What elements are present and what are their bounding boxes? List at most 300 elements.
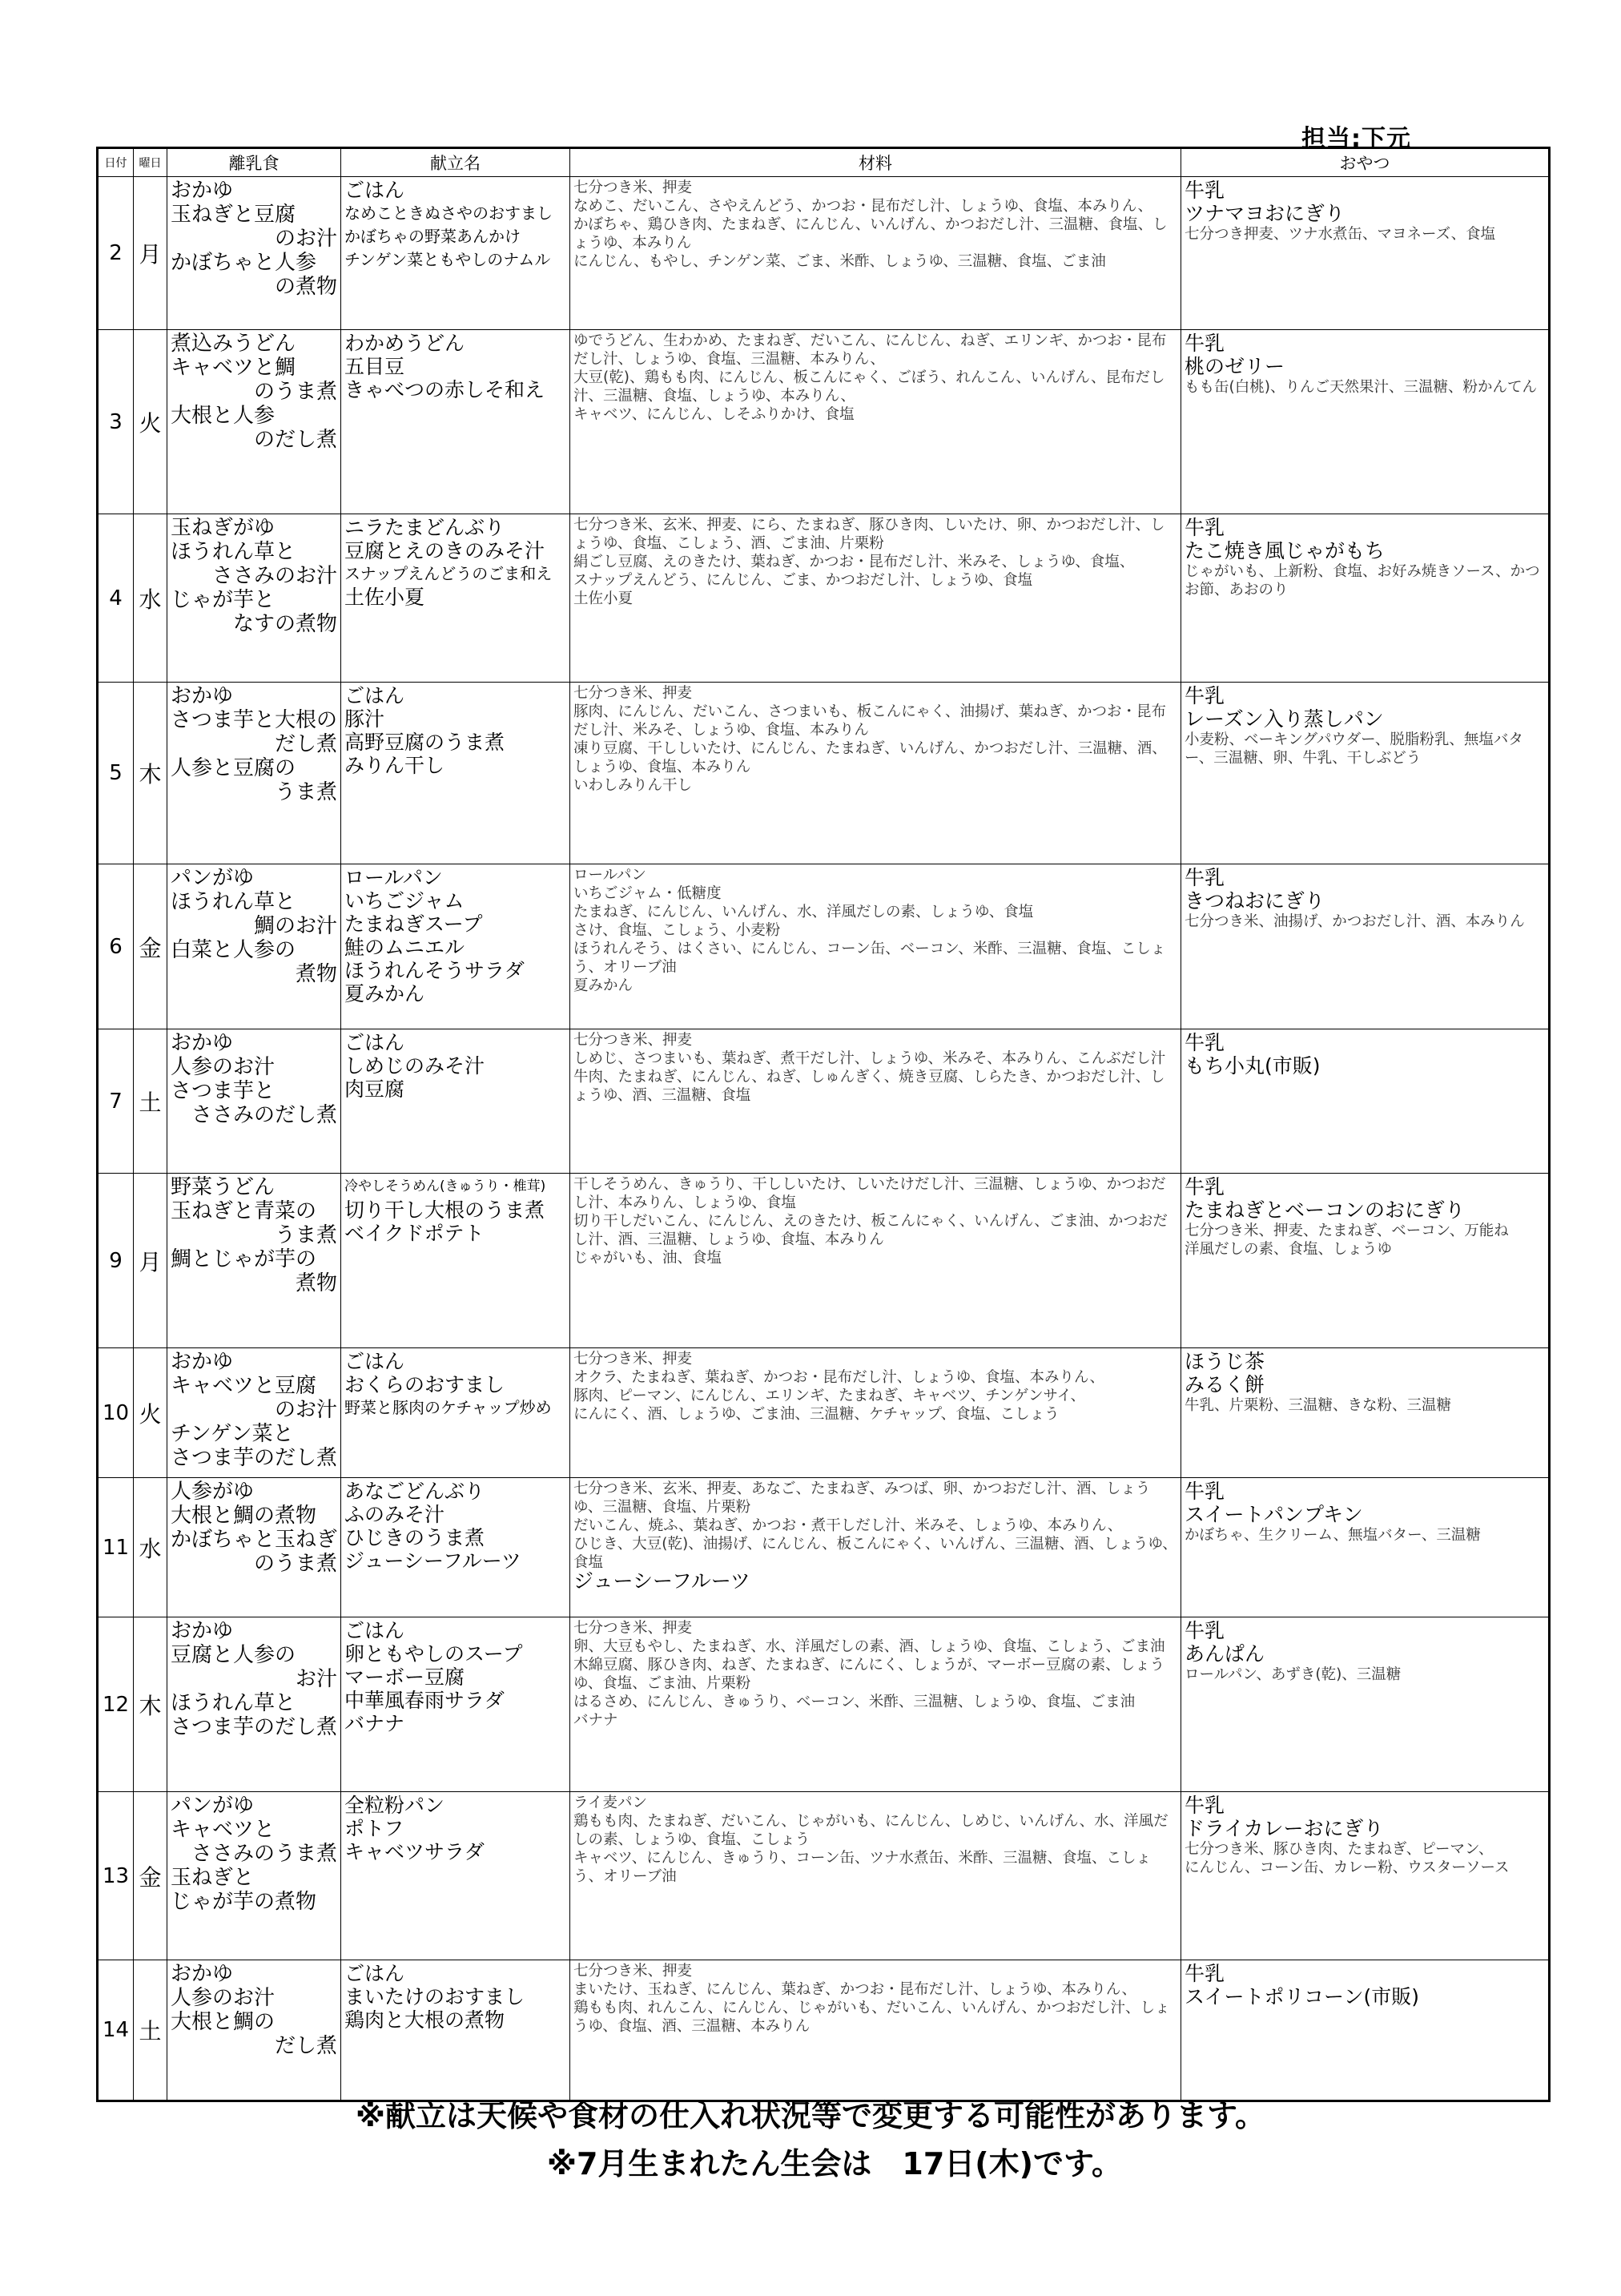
dish-name: 高野豆腐のうま煮	[344, 731, 505, 754]
dish-name: あなごどんぶり	[344, 1480, 485, 1503]
snack-list	[1181, 1174, 1548, 1260]
snack-name: みるく餅	[1185, 1373, 1265, 1396]
snack-list	[1181, 1348, 1548, 1416]
ingredient-line: スナップえんどう、にんじん、ごま、かつおだし汁、しょうゆ、食塩	[573, 572, 1033, 589]
baby-food-line: パンがゆ	[171, 866, 255, 890]
day-cell: 9	[98, 1174, 134, 1348]
ingredients-list	[570, 683, 1181, 796]
dish-cell	[341, 1478, 570, 1617]
ingredients-cell	[570, 1617, 1181, 1792]
baby-food-list	[167, 864, 340, 988]
dish-name: 肉豆腐	[344, 1078, 405, 1101]
baby-food-line: おかゆ	[171, 1031, 234, 1055]
baby-food-line: ほうれん草と	[171, 540, 296, 564]
dish-name: ポトフ	[344, 1817, 404, 1840]
ingredients-cell	[570, 330, 1181, 514]
snack-cell	[1181, 1617, 1550, 1792]
snack-material-line: ロールパン、あずき(乾)、三温糖	[1185, 1666, 1402, 1683]
day-cell: 3	[98, 330, 134, 514]
baby-food-line: うま煮	[275, 1223, 338, 1247]
ingredient-line: にんにく、酒、しょうゆ、ごま油、三温糖、ケチャップ、食塩、こしょう	[573, 1406, 1060, 1423]
ingredient-line: 鶏もも肉、れんこん、にんじん、じゃがいも、だいこん、いんげん、かつおだし汁、しょうゆ、食塩、酒、三温糖、本みりん	[573, 2000, 1170, 2035]
ingredients-list	[570, 1029, 1181, 1106]
snack-name: ツナマヨおにぎり	[1185, 202, 1345, 225]
ingredient-line: 大豆(乾)、鶏もも肉、にんじん、板こんにゃく、ごぼう、れんこん、いんげん、昆布だし汁、三温糖、食塩、しょうゆ、本みりん、	[573, 369, 1165, 405]
dish-name: わかめうどん	[344, 332, 465, 355]
ingredient-line: ライ麦パン	[573, 1795, 647, 1811]
dish-list	[341, 514, 569, 610]
ingredient-line: ゆでうどん、生わかめ、たまねぎ、だいこん、にんじん、ねぎ、エリンギ、かつお・昆布だし汁、しょうゆ、食塩、三温糖、本みりん、	[573, 332, 1167, 368]
dish-cell	[341, 1348, 570, 1478]
snack-cell	[1181, 1029, 1550, 1174]
baby-food-line: キャベツと	[171, 1818, 276, 1842]
ingredient-line: 牛肉、たまねぎ、にんじん、ねぎ、しゅんぎく、焼き豆腐、しらたき、かつおだし汁、しょうゆ、酒、三温糖、食塩	[573, 1069, 1165, 1104]
menu-row	[98, 1478, 1550, 1617]
dish-name: 全粒粉パン	[344, 1794, 445, 1817]
ingredient-line: 七分つき米、押麦	[573, 1351, 693, 1368]
header-snack: おやつ	[1181, 148, 1550, 177]
dish-name: 冷やしそうめん(きゅうり・椎茸)	[344, 1178, 546, 1194]
menu-row	[98, 1029, 1550, 1174]
header-day: 日付	[98, 148, 134, 177]
day-cell: 12	[98, 1617, 134, 1792]
day-cell: 4	[98, 514, 134, 683]
snack-cell	[1181, 1478, 1550, 1617]
snack-materials	[1185, 378, 1545, 397]
snack-materials	[1185, 1840, 1545, 1877]
header-dish: 献立名	[341, 148, 570, 177]
ingredient-line: 豚肉、ピーマン、にんじん、エリンギ、たまねぎ、キャベツ、チンゲンサイ、	[573, 1388, 1086, 1404]
snack-materials	[1185, 1396, 1545, 1415]
ingredient-line: ひじき、大豆(乾)、油揚げ、にんじん、板こんにゃく、いんげん、三温糖、酒、しょうゆ、食塩	[573, 1536, 1177, 1571]
baby-food-line: さつま芋のだし煮	[171, 1446, 338, 1470]
dish-name: ふのみそ汁	[344, 1503, 445, 1526]
dish-cell	[341, 1617, 570, 1792]
ingredient-line: キャベツ、にんじん、きゅうり、コーン缶、ツナ水煮缶、米酢、三温糖、食塩、こしょう、オリーブ油	[573, 1850, 1151, 1885]
ingredients-list	[570, 864, 1181, 997]
baby-food-cell	[167, 1792, 341, 1960]
ingredients-cell	[570, 864, 1181, 1029]
weekday-cell: 金	[134, 1792, 167, 1960]
dish-cell	[341, 1174, 570, 1348]
dish-cell	[341, 683, 570, 864]
snack-materials	[1185, 562, 1545, 599]
snack-name: ほうじ茶	[1185, 1350, 1265, 1373]
baby-food-cell	[167, 1617, 341, 1792]
baby-food-list	[167, 1348, 340, 1472]
snack-name: 牛乳	[1185, 1619, 1225, 1642]
ingredients-cell	[570, 1960, 1181, 2101]
dish-name: ごはん	[344, 1350, 405, 1373]
ingredient-line: 七分つき米、押麦	[573, 1963, 693, 1980]
dish-name: ロールパン	[344, 866, 443, 889]
ingredient-line: 木綿豆腐、豚ひき肉、ねぎ、たまねぎ、にんにく、しょうが、マーボー豆腐の素、しょうゆ、食塩、ごま油、片栗粉	[573, 1657, 1165, 1692]
snack-name: ドライカレーおにぎり	[1185, 1817, 1384, 1840]
ingredient-line: ほうれんそう、はくさい、にんじん、コーン缶、ベーコン、米酢、三温糖、食塩、こしょう、オリーブ油	[573, 941, 1166, 976]
dish-name: 夏みかん	[344, 982, 425, 1005]
note-change: ※献立は天候や食材の仕入れ状況等で変更する可能性があります。	[356, 2098, 1265, 2133]
ingredient-line: ロールパン	[573, 867, 646, 884]
ingredient-line: 切り干しだいこん、にんじん、えのきたけ、板こんにゃく、いんげん、ごま油、かつおだし汁、酒、三温糖、しょうゆ、食塩、本みりん	[573, 1213, 1168, 1248]
ingredient-line: キャベツ、にんじん、しそふりかけ、食塩	[573, 406, 855, 423]
ingredient-line: まいたけ、玉ねぎ、にんじん、葉ねぎ、かつお・昆布だし汁、しょうゆ、本みりん、	[573, 1981, 1137, 1998]
ingredient-line: 七分つき米、押麦	[573, 685, 693, 702]
ingredient-line: なめこ、だいこん、さやえんどう、かつお・昆布だし汁、しょうゆ、食塩、本みりん、	[573, 198, 1152, 215]
baby-food-cell	[167, 864, 341, 1029]
dish-name: 豚汁	[344, 707, 385, 731]
menu-row	[98, 514, 1550, 683]
dish-name: しめじのみそ汁	[344, 1054, 485, 1078]
day-cell: 13	[98, 1792, 134, 1960]
snack-list	[1181, 1478, 1548, 1546]
header-row	[98, 148, 1550, 177]
baby-food-cell	[167, 1478, 341, 1617]
snack-materials	[1185, 1526, 1545, 1545]
menu-row	[98, 683, 1550, 864]
snack-name: 桃のゼリー	[1185, 355, 1285, 378]
baby-food-line: 豆腐と人参の	[171, 1643, 296, 1667]
baby-food-line: ほうれん草と	[171, 1691, 296, 1715]
snack-materials	[1185, 731, 1545, 767]
ingredients-cell	[570, 683, 1181, 864]
dish-name: ごはん	[344, 1031, 405, 1054]
weekday-cell: 月	[134, 1174, 167, 1348]
day-cell: 10	[98, 1348, 134, 1478]
baby-food-list	[167, 1478, 340, 1577]
snack-cell	[1181, 1348, 1550, 1478]
baby-food-line: ささみのお汁	[212, 564, 338, 588]
snack-name: あんぱん	[1185, 1642, 1265, 1666]
baby-food-list	[167, 177, 340, 300]
snack-material-line: じゃがいも、上新粉、食塩、お好み焼きソース、かつお節、あおのり	[1185, 563, 1540, 598]
menu-row	[98, 1348, 1550, 1478]
ingredient-line: だいこん、焼ふ、葉ねぎ、かつお・煮干しだし汁、米みそ、しょうゆ、本みりん、	[573, 1517, 1123, 1534]
baby-food-line: チンゲン菜と	[171, 1422, 294, 1446]
ingredient-line: しめじ、さつまいも、葉ねぎ、煮干だし汁、しょうゆ、米みそ、本みりん、こんぶだし汁	[573, 1050, 1166, 1067]
baby-food-cell	[167, 1348, 341, 1478]
dish-list	[341, 1960, 569, 2033]
day-cell: 7	[98, 1029, 134, 1174]
baby-food-line: の煮物	[275, 275, 338, 299]
snack-material-line: かぼちゃ、生クリーム、無塩バター、三温糖	[1185, 1527, 1481, 1544]
baby-food-line: さつま芋のだし煮	[171, 1715, 338, 1739]
menu-table	[96, 147, 1551, 2102]
weekday-cell: 木	[134, 683, 167, 864]
baby-food-line: なすの煮物	[233, 612, 338, 636]
snack-name: 牛乳	[1185, 1175, 1225, 1198]
weekday-cell: 木	[134, 1617, 167, 1792]
snack-list	[1181, 330, 1548, 398]
note-birthday: ※7月生まれたん生会は 17日(木)です。	[547, 2146, 1122, 2181]
dish-name: 卵ともやしのスープ	[344, 1642, 523, 1666]
ingredients-list	[570, 177, 1181, 272]
snack-material-line: 七分つき米、豚ひき肉、たまねぎ、ピーマン、	[1185, 1841, 1494, 1858]
dish-name: 野菜と豚肉のケチャップ炒め	[344, 1398, 552, 1417]
day-cell: 14	[98, 1960, 134, 2101]
ingredients-cell	[570, 514, 1181, 683]
day-cell: 5	[98, 683, 134, 864]
dish-cell	[341, 514, 570, 683]
baby-food-line: 鯛のお汁	[254, 914, 338, 938]
snack-name: 牛乳	[1185, 684, 1225, 707]
dish-list	[341, 330, 569, 403]
ingredient-line: 七分つき米、玄米、押麦、あなご、たまねぎ、みつば、卵、かつおだし汁、酒、しょうゆ、三温糖、食塩、片栗粉	[573, 1480, 1151, 1516]
baby-food-line: ささみのうま煮	[191, 1842, 338, 1866]
baby-food-cell	[167, 1029, 341, 1174]
dish-name: 鮭のムニエル	[344, 936, 465, 959]
dish-name: チンゲン菜ともやしのナムル	[344, 250, 551, 269]
menu-row	[98, 864, 1550, 1029]
baby-food-line: のうま煮	[254, 1552, 338, 1576]
ingredient-line: 凍り豆腐、干ししいたけ、にんじん、たまねぎ、いんげん、かつおだし汁、三温糖、酒、しょうゆ、食塩、本みりん	[573, 740, 1167, 775]
weekday-cell: 火	[134, 330, 167, 514]
baby-food-line: 人参と豆腐の	[171, 756, 296, 780]
dish-name: かぼちゃの野菜あんかけ	[344, 227, 521, 246]
dish-list	[341, 1792, 569, 1865]
ingredients-cell	[570, 1478, 1181, 1617]
header-baby-food: 離乳食	[167, 148, 341, 177]
snack-name: もち小丸(市販)	[1185, 1054, 1321, 1078]
baby-food-list	[167, 1174, 340, 1297]
snack-material-line: 七分つき押麦、ツナ水煮缶、マヨネーズ、食塩	[1185, 226, 1496, 243]
dish-name: ごはん	[344, 179, 405, 202]
dish-name: ひじきのうま煮	[344, 1526, 485, 1549]
baby-food-line: さつま芋と	[171, 1079, 276, 1103]
snack-material-line: 七分つき米、押麦、たまねぎ、ベーコン、万能ね	[1185, 1223, 1509, 1239]
ingredient-line: 七分つき米、押麦	[573, 1620, 693, 1637]
weekday-cell: 金	[134, 864, 167, 1029]
menu-row	[98, 177, 1550, 330]
dish-name: 切り干し大根のうま煮	[344, 1198, 545, 1222]
header-ingredients: 材料	[570, 148, 1181, 177]
menu-body	[98, 177, 1550, 2101]
snack-name: スイートパンプキン	[1185, 1503, 1363, 1526]
snack-cell	[1181, 1174, 1550, 1348]
snack-name: 牛乳	[1185, 516, 1225, 539]
snack-material-line: にんじん、コーン缶、カレー粉、ウスターソース	[1185, 1859, 1510, 1876]
snack-name: たこ焼き風じゃがもち	[1185, 539, 1386, 562]
ingredient-line: 絹ごし豆腐、えのきたけ、葉ねぎ、かつお・昆布だし汁、米みそ、しょうゆ、食塩、	[573, 554, 1135, 570]
baby-food-cell	[167, 683, 341, 864]
dish-list	[341, 1174, 569, 1247]
ingredient-line: 七分つき米、玄米、押麦、にら、たまねぎ、豚ひき肉、しいたけ、卵、かつおだし汁、しょうゆ、食塩、こしょう、酒、ごま油、片栗粉	[573, 517, 1165, 552]
snack-material-line: 七分つき米、油揚げ、かつおだし汁、酒、本みりん	[1185, 913, 1525, 930]
baby-food-cell	[167, 1174, 341, 1348]
menu-row	[98, 330, 1550, 514]
snack-material-line: 洋風だしの素、食塩、しょうゆ	[1185, 1241, 1393, 1258]
snack-name: 牛乳	[1185, 332, 1225, 355]
dish-list	[341, 864, 569, 1007]
ingredient-line: バナナ	[573, 1712, 618, 1729]
snack-list	[1181, 177, 1548, 245]
dish-name: ジューシーフルーツ	[344, 1549, 521, 1573]
snack-materials	[1185, 912, 1545, 931]
ingredients-list	[570, 1960, 1181, 2037]
ingredients-list	[570, 1174, 1181, 1269]
snack-materials	[1185, 225, 1545, 244]
baby-food-line: キャベツと豆腐	[171, 1374, 317, 1398]
snack-name: きつねおにぎり	[1185, 889, 1325, 912]
baby-food-line: じゃが芋と	[171, 588, 276, 612]
snack-name: 牛乳	[1185, 1962, 1225, 1985]
snack-name: レーズン入り蒸しパン	[1185, 707, 1384, 731]
ingredient-line: オクラ、たまねぎ、葉ねぎ、かつお・昆布だし汁、しょうゆ、食塩、本みりん、	[573, 1369, 1105, 1386]
dish-cell	[341, 1792, 570, 1960]
baby-food-line: 煮込みうどん	[171, 332, 296, 356]
ingredient-line: かぼちゃ、鶏ひき肉、たまねぎ、にんじん、いんげん、かつおだし汁、三温糖、食塩、しょうゆ、本みりん	[573, 216, 1168, 252]
baby-food-cell	[167, 514, 341, 683]
ingredient-line: 七分つき米、押麦	[573, 1032, 693, 1049]
header-weekday: 曜日	[134, 148, 167, 177]
baby-food-list	[167, 1792, 340, 1915]
baby-food-line: 人参がゆ	[171, 1480, 255, 1504]
menu-row	[98, 1792, 1550, 1960]
weekday-cell: 土	[134, 1029, 167, 1174]
day-cell: 11	[98, 1478, 134, 1617]
baby-food-line: おかゆ	[171, 1962, 234, 1986]
ingredient-line: ジューシーフルーツ	[573, 1569, 750, 1593]
baby-food-line: 玉ねぎと豆腐	[171, 203, 296, 227]
baby-food-line: ほうれん草と	[171, 890, 296, 914]
menu-row	[98, 1174, 1550, 1348]
ingredient-line: 土佐小夏	[573, 590, 634, 607]
baby-food-line: かぼちゃと人参	[171, 251, 317, 275]
ingredients-cell	[570, 1348, 1181, 1478]
dish-name: 土佐小夏	[344, 586, 425, 609]
baby-food-line: のお汁	[275, 227, 338, 251]
dish-name: 中華風春雨サラダ	[344, 1689, 505, 1712]
baby-food-line: かぼちゃと玉ねぎ	[171, 1528, 338, 1552]
snack-material-line: 牛乳、片栗粉、三温糖、きな粉、三温糖	[1185, 1397, 1452, 1414]
snack-cell	[1181, 177, 1550, 330]
dish-cell	[341, 864, 570, 1029]
dish-name: 五目豆	[344, 355, 405, 378]
ingredient-line: 鶏もも肉、たまねぎ、だいこん、じゃがいも、にんじん、しめじ、いんげん、水、洋風だしの素、しょうゆ、食塩、こしょう	[573, 1813, 1168, 1848]
baby-food-line: 煮物	[296, 962, 338, 986]
ingredients-cell	[570, 1792, 1181, 1960]
snack-materials	[1185, 1222, 1545, 1259]
snack-cell	[1181, 1960, 1550, 2101]
baby-food-line: 大根と鯛の	[171, 2010, 276, 2034]
baby-food-line: 玉ねぎと青菜の	[171, 1199, 317, 1223]
ingredients-list	[570, 1617, 1181, 1731]
baby-food-line: だし煮	[275, 732, 338, 756]
day-cell: 2	[98, 177, 134, 330]
baby-food-list	[167, 1029, 340, 1129]
dish-list	[341, 1617, 569, 1737]
baby-food-line: 人参のお汁	[171, 1055, 276, 1079]
dish-name: ごはん	[344, 684, 405, 707]
baby-food-line: のお汁	[275, 1398, 338, 1422]
snack-list	[1181, 1792, 1548, 1879]
baby-food-line: うま煮	[275, 780, 338, 804]
snack-material-line: もも缶(白桃)、りんご天然果汁、三温糖、粉かんてん	[1185, 379, 1537, 396]
ingredients-list	[570, 1478, 1181, 1592]
ingredient-line: にんじん、もやし、チンゲン菜、ごま、米酢、しょうゆ、三温糖、食塩、ごま油	[573, 253, 1106, 270]
baby-food-line: おかゆ	[171, 179, 234, 203]
baby-food-cell	[167, 1960, 341, 2101]
snack-name: 牛乳	[1185, 1480, 1225, 1503]
snack-list	[1181, 683, 1548, 769]
snack-name: たまねぎとベーコンのおにぎり	[1185, 1198, 1466, 1222]
menu-row	[98, 1960, 1550, 2101]
dish-name: ごはん	[344, 1619, 405, 1642]
ingredients-list	[570, 1792, 1181, 1887]
weekday-cell: 土	[134, 1960, 167, 2101]
dish-list	[341, 1029, 569, 1102]
baby-food-line: 玉ねぎと	[171, 1866, 255, 1890]
baby-food-line: のだし煮	[254, 428, 338, 452]
snack-cell	[1181, 330, 1550, 514]
dish-cell	[341, 1029, 570, 1174]
ingredients-cell	[570, 177, 1181, 330]
day-cell: 6	[98, 864, 134, 1029]
baby-food-list	[167, 514, 340, 638]
snack-name: スイートポリコーン(市販)	[1185, 1985, 1420, 2008]
ingredient-line: 干しそうめん、きゅうり、干ししいたけ、しいたけだし汁、三温糖、しょうゆ、かつおだし汁、本みりん、しょうゆ、食塩	[573, 1176, 1166, 1211]
baby-food-line: キャベツと鯛	[171, 356, 296, 380]
ingredients-cell	[570, 1174, 1181, 1348]
baby-food-line: おかゆ	[171, 684, 234, 708]
snack-cell	[1181, 514, 1550, 683]
dish-name: いちごジャム	[344, 889, 465, 912]
ingredient-line: 七分つき米、押麦	[573, 179, 693, 196]
ingredient-line: じゃがいも、油、食塩	[573, 1250, 722, 1267]
snack-name: 牛乳	[1185, 1794, 1225, 1817]
baby-food-line: パンがゆ	[171, 1794, 255, 1818]
dish-list	[341, 1348, 569, 1421]
baby-food-line: 玉ねぎがゆ	[171, 516, 276, 540]
dish-cell	[341, 1960, 570, 2101]
baby-food-list	[167, 1617, 340, 1741]
weekday-cell: 月	[134, 177, 167, 330]
snack-list	[1181, 864, 1548, 932]
ingredient-line: 卵、大豆もやし、たまねぎ、水、洋風だしの素、酒、しょうゆ、食塩、こしょう、ごま油	[573, 1638, 1165, 1655]
baby-food-cell	[167, 330, 341, 514]
dish-name: 鶏肉と大根の煮物	[344, 2008, 505, 2032]
ingredient-line: いちごジャム・低糖度	[573, 885, 722, 902]
ingredient-line: 豚肉、にんじん、だいこん、さつまいも、板こんにゃく、油揚げ、葉ねぎ、かつお・昆布だし汁、米みそ、しょうゆ、食塩、本みりん	[573, 703, 1167, 739]
baby-food-line: 野菜うどん	[171, 1175, 276, 1199]
dish-name: まいたけのおすまし	[344, 1985, 525, 2008]
snack-cell	[1181, 683, 1550, 864]
menu-row	[98, 1617, 1550, 1792]
weekday-cell: 火	[134, 1348, 167, 1478]
baby-food-line: お汁	[296, 1667, 338, 1691]
staff-label: 担当:下元	[1301, 125, 1411, 153]
snack-material-line: 小麦粉、ベーキングパウダー、脱脂粉乳、無塩バター、三温糖、卵、牛乳、干しぶどう	[1185, 731, 1523, 767]
ingredient-line: さけ、食塩、こしょう、小麦粉	[573, 922, 781, 939]
baby-food-line: 人参のお汁	[171, 1986, 276, 2010]
snack-name: 牛乳	[1185, 866, 1225, 889]
baby-food-list	[167, 683, 340, 806]
snack-list	[1181, 1960, 1548, 2010]
dish-name: ベイクドポテト	[344, 1222, 485, 1245]
ingredients-list	[570, 330, 1181, 425]
dish-cell	[341, 330, 570, 514]
ingredient-line: たまねぎ、にんじん、いんげん、水、洋風だしの素、しょうゆ、食塩	[573, 904, 1034, 920]
dish-list	[341, 1478, 569, 1574]
baby-food-list	[167, 330, 340, 453]
baby-food-line: じゃが芋の煮物	[171, 1890, 317, 1914]
baby-food-line: 鯛とじゃが芋の	[171, 1247, 317, 1271]
baby-food-line: のうま煮	[254, 380, 338, 404]
dish-name: たまねぎスープ	[344, 912, 483, 936]
dish-name: キャベツサラダ	[344, 1840, 485, 1863]
snack-list	[1181, 1617, 1548, 1686]
baby-food-line: ささみのだし煮	[191, 1103, 338, 1127]
ingredients-cell	[570, 1029, 1181, 1174]
